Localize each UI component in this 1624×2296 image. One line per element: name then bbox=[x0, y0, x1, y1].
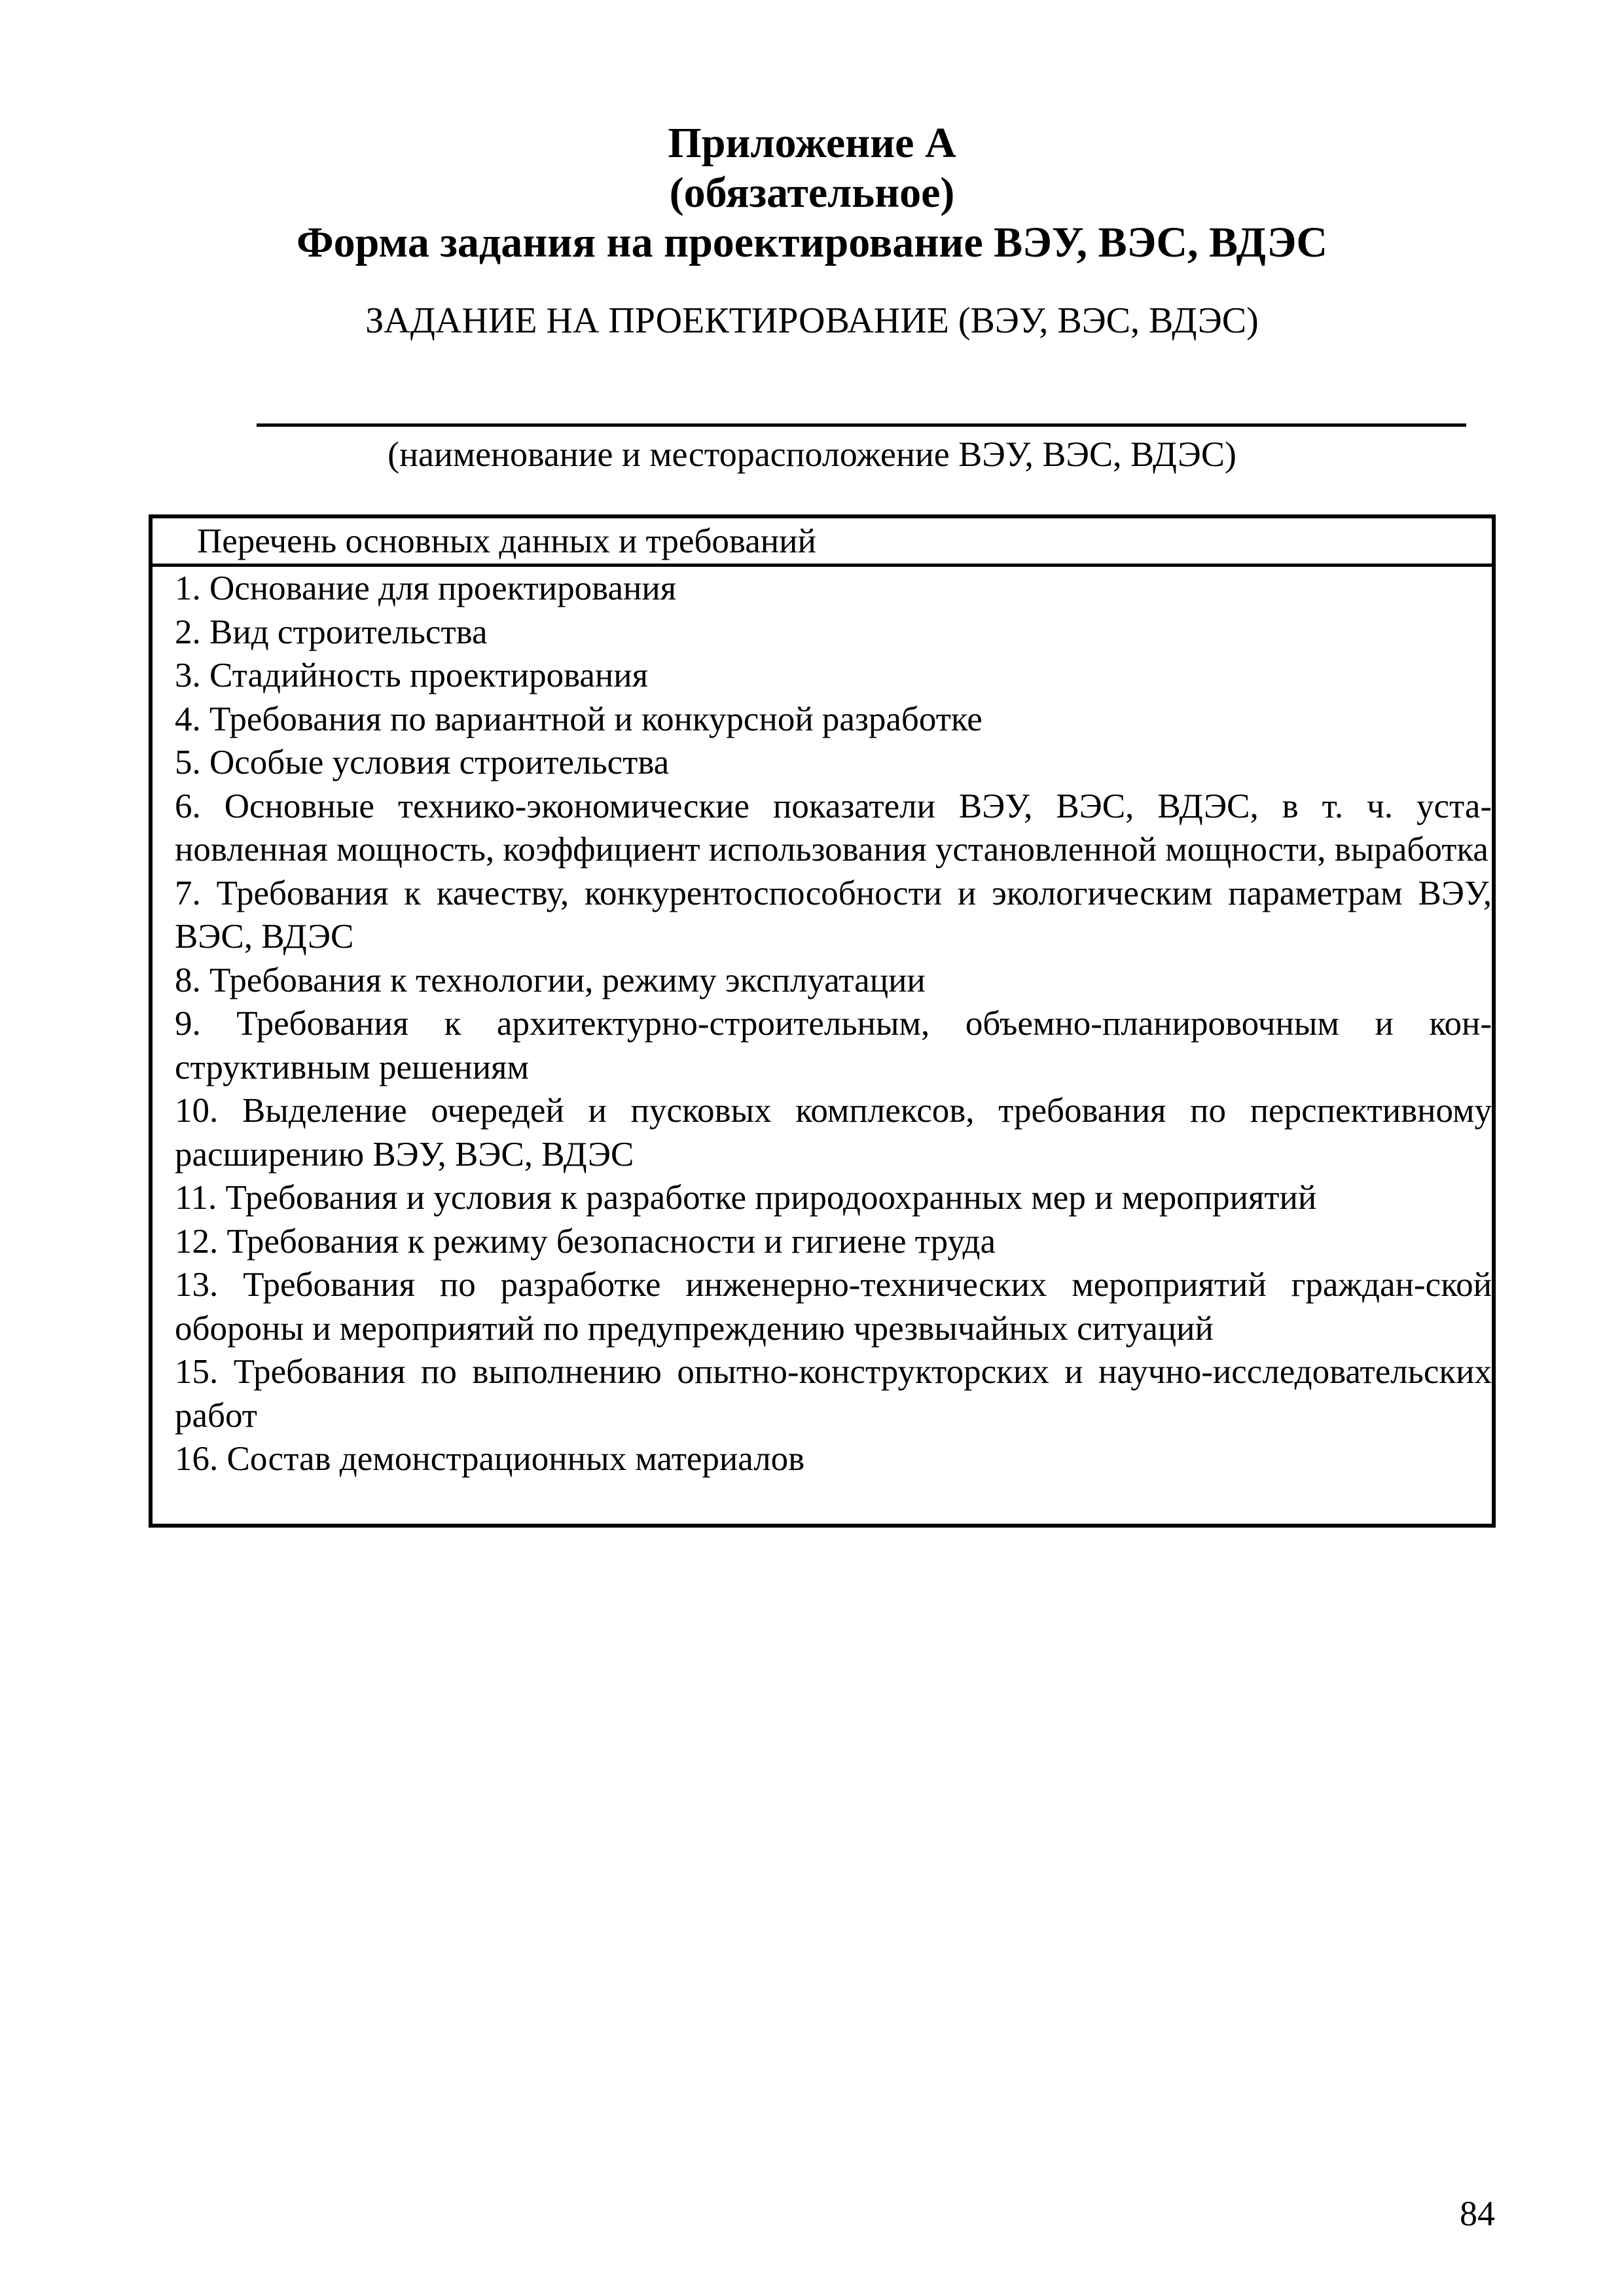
name-blank-line bbox=[257, 423, 1466, 427]
requirement-item-12: 12. Требования к режиму безопасности и гигиене труда bbox=[175, 1222, 996, 1261]
requirement-item-5: 5. Особые условия строительства bbox=[175, 744, 670, 781]
requirement-item-15: 15. Требования по выполнению опытно-конструкторских и научно-исследовательских работ bbox=[175, 1353, 1492, 1435]
requirement-item-4: 4. Требования по вариантной и конкурсной разработке bbox=[175, 700, 983, 738]
requirements-table-header: Перечень основных данных и требований bbox=[153, 518, 1492, 567]
requirement-item-2: 2. Вид строительства bbox=[175, 613, 488, 651]
requirement-item-7: 7. Требования к качеству, конкурентоспособности и экологическим параметрам ВЭУ, ВЭС, ВДЭС bbox=[175, 874, 1492, 956]
appendix-status: (обязательное) bbox=[669, 169, 955, 217]
requirements-table bbox=[149, 514, 1496, 1528]
requirement-item-9: 9. Требования к архитектурно-строительным, объемно-планировочным и кон-структивным решениям bbox=[175, 1005, 1492, 1086]
appendix-title: Приложение А bbox=[668, 119, 956, 167]
task-title: ЗАДАНИЕ НА ПРОЕКТИРОВАНИЕ (ВЭУ, ВЭС, ВДЭС) bbox=[365, 300, 1259, 341]
page-number: 84 bbox=[1460, 2194, 1495, 2233]
requirement-item-6: 6. Основные технико-экономические показатели ВЭУ, ВЭС, ВДЭС, в т. ч. уста-новленная мощность, коэффициент использования установленной мощности, выработка bbox=[175, 787, 1492, 869]
form-title: Форма задания на проектирование ВЭУ, ВЭС, ВДЭС bbox=[296, 219, 1328, 266]
requirement-item-16: 16. Состав демонстрационных материалов bbox=[175, 1440, 805, 1478]
requirement-item-10: 10. Выделение очередей и пусковых комплексов, требования по перспективному расширению ВЭУ, ВЭС, ВДЭС bbox=[175, 1092, 1492, 1174]
name-field-caption: (наименование и месторасположение ВЭУ, ВЭС, ВДЭС) bbox=[388, 435, 1236, 474]
requirement-item-11: 11. Требования и условия к разработке природоохранных мер и мероприятий bbox=[175, 1179, 1317, 1217]
requirement-item-8: 8. Требования к технологии, режиму эксплуатации bbox=[175, 961, 926, 999]
requirement-item-3: 3. Стадийность проектирования bbox=[175, 656, 649, 694]
requirements-list bbox=[153, 567, 1492, 1481]
requirement-item-1: 1. Основание для проектирования bbox=[175, 569, 677, 607]
requirement-item-13: 13. Требования по разработке инженерно-технических мероприятий граждан-ской обороны и мероприятий по предупреждению чрезвычайных ситуаций bbox=[175, 1266, 1492, 1348]
